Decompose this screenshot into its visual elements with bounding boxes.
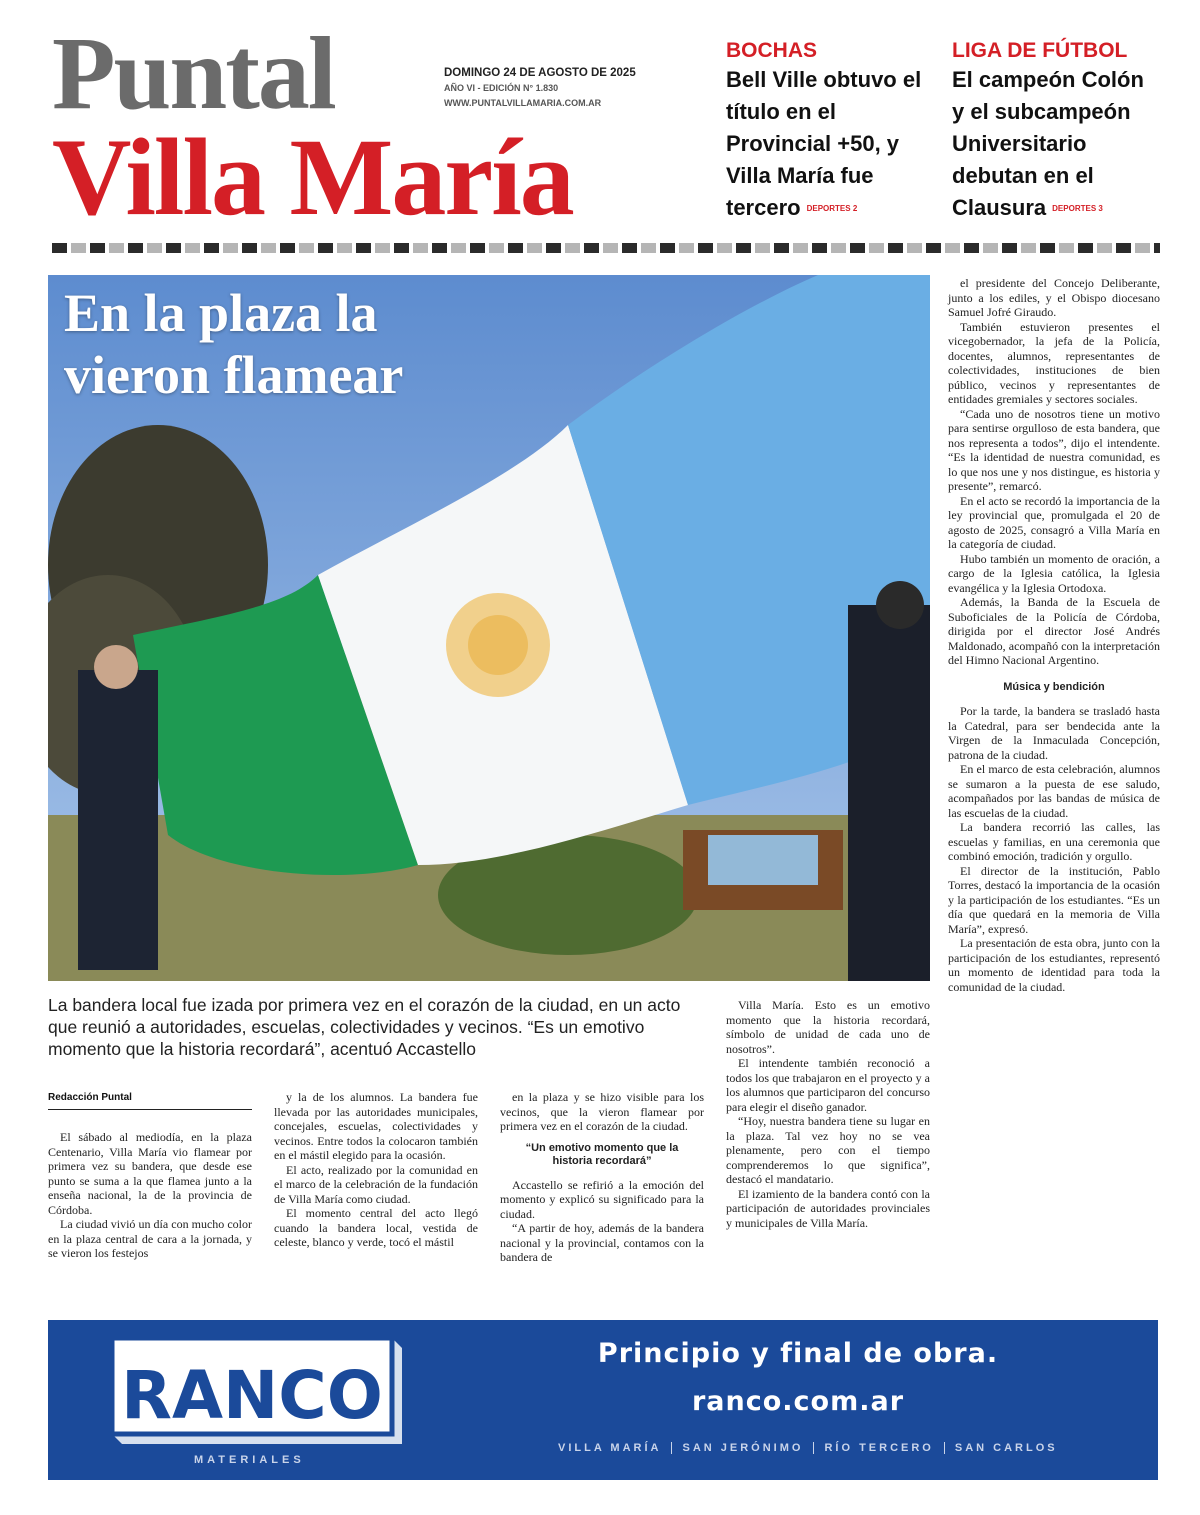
teaser-tag: DEPORTES 3 <box>1052 204 1103 214</box>
teaser-section: BOCHAS <box>726 39 818 62</box>
ranco-logo <box>106 1332 406 1450</box>
masthead-info <box>444 66 636 111</box>
branch-item: SAN CARLOS <box>944 1442 1068 1454</box>
article-column-3: en la plaza y se hizo visible para los vecinos, que la vieron flamear por primera vez en el corazón de la ciudad. “Un emotivo momento que la historia recordará” Accastello se refirió a la emoción del momento y explicó su significado para la ciudad. “A partir de hoy, además de la bandera nacional y la provincial, contamos con la bandera de <box>500 1090 704 1264</box>
teaser-headline: El campeón Colón y el subcampeón Universitario debutan en el Clausura DEPORTES 3 <box>952 67 1144 220</box>
ad-branches <box>548 1442 1148 1454</box>
website-link[interactable]: WWW.PUNTALVILLAMARIA.COM.AR <box>444 98 602 108</box>
pull-quote: “Un emotivo momento que la historia recordará” <box>525 1141 679 1167</box>
masthead-title-villa-maria: Villa María <box>52 116 573 238</box>
byline: Redacción Puntal <box>48 1092 252 1110</box>
ad-slogan: Principio y final de obra. <box>597 1338 999 1369</box>
article-column-5: el presidente del Concejo Deliberante, junto a los ediles, y el Obispo diocesano Samuel Jofré Giraudo. También estuvieron presentes el vicegobernador, la jefa de la Policía, docentes, alumnos, representantes de colectividades, instituciones de bien público, vecinos y representantes de entidades gremiales y sectores sociales. “Cada uno de nosotros tiene un motivo para sentirse orgulloso de esta bandera, que nos representa a todos”, dijo el intendente. “Es la identidad de nuestra comunidad, es lo que nos une y nos distingue, es historia y presente”, remarcó. En el acto se recordó la importancia de la ley provincial que, promulgada el 20 de agosto de 2025, consagró a Villa María en la categoría de ciudad. Hubo también un momento de oración, a cargo de la Iglesia católica, la Iglesia evangélica y la Iglesia Ortodoxa. Además, la Banda de la Escuela de Suboficiales de la Policía de Córdoba, dirigida por el director José Andrés Maldonado, acompañó con la interpretación del Himno Nacional Argentino. Música y bendición Por la tarde, la bandera se trasladó hasta la Catedral, para ser bendecida ante la Virgen de la Inmaculada Concepción, patrona de la ciudad. En el marco de esta celebración, alumnos se sumaron a la puesta de ese saludo, acompañados por las bandas de música de las escuelas de la ciudad. La bandera recorrió las calles, las escuelas y familias, en una ceremonia que combinó emoción, tradición y orgullo. El director de la institución, Pablo Torres, destacó la importancia de la ocasión y la participación de los estudiantes. “Es un día que quedará en la memoria de Villa María”, expresó. La presentación de esta obra, junto con la participación de los estudiantes, representó un momento de identidad para toda la comunidad de la ciudad. <box>948 276 1160 994</box>
branch-item: VILLA MARÍA <box>558 1442 662 1454</box>
teaser-liga-futbol[interactable] <box>952 38 1162 225</box>
subheading: Música y bendición <box>1003 680 1105 693</box>
edition-date: DOMINGO 24 DE AGOSTO DE 2025 <box>444 67 636 79</box>
lead-headline: En la plaza la vieron flamear <box>64 283 404 405</box>
masthead-title-puntal: Puntal <box>52 16 335 131</box>
teaser-bochas[interactable] <box>726 38 936 225</box>
ranco-sub-brand: MATERIALES <box>194 1454 305 1466</box>
teaser-section: LIGA DE FÚTBOL <box>952 39 1128 62</box>
teaser-tag: DEPORTES 2 <box>806 204 858 214</box>
ranco-logo-text: RANCO <box>121 1357 383 1434</box>
branch-item: RÍO TERCERO <box>813 1442 943 1454</box>
section-divider <box>52 243 1160 253</box>
teaser-headline: Bell Ville obtuvo el título en el Provincial +50, y Villa María fue tercero DEPORTES 2 <box>726 67 922 220</box>
ad-website[interactable]: ranco.com.ar <box>691 1386 905 1417</box>
article-column-4: Villa María. Esto es un emotivo momento que la historia recordará, símbolo de unidad de cada uno de nosotros”. El intendente también reconoció a todos los que trabajaron en el proyecto y a los alumnos que participaron del concurso para elegir el diseño ganador. “Hoy, nuestra bandera tiene su lugar en la plaza. Tal vez hoy no se vea plenamente, pero con el tiempo comprenderemos lo que significa”, destacó el mandatario. El izamiento de la bandera contó con la participación de autoridades provinciales y municipales de Villa María. <box>726 998 930 1230</box>
article-column-2: y la de los alumnos. La bandera fue llevada por las autoridades municipales, concejales, escuelas, colectividades y vecinos. Entre todos la colocaron también en el mástil elegido para la ocasión. El acto, realizado por la comunidad en el marco de la celebración de la fundación de Villa María como ciudad. El momento central del acto llegó cuando la bandera local, vestida de celeste, blanco y verde, tocó el mástil <box>274 1090 478 1249</box>
article-column-1: El sábado al mediodía, en la plaza Centenario, Villa María vio flamear por primera vez su bandera, que desde ese punto se suma a la que flamea junto a la enseña nacional, la de la provincia de Córdoba. La ciudad vivió un día con mucho color en la plaza central de cara a la jornada, y se vieron los festejos <box>48 1130 252 1260</box>
branch-item: SAN JERÓNIMO <box>671 1442 813 1454</box>
edition-number: AÑO VI - EDICIÓN N° 1.830 <box>444 83 559 93</box>
story-deck: La bandera local fue izada por primera vez en el corazón de la ciudad, en un acto que reunió a autoridades, escuelas, colectividades y vecinos. “Es un emotivo momento que la historia recordará”, acentuó Accastello <box>48 995 681 1059</box>
ranco-advertisement[interactable] <box>48 1320 1158 1480</box>
